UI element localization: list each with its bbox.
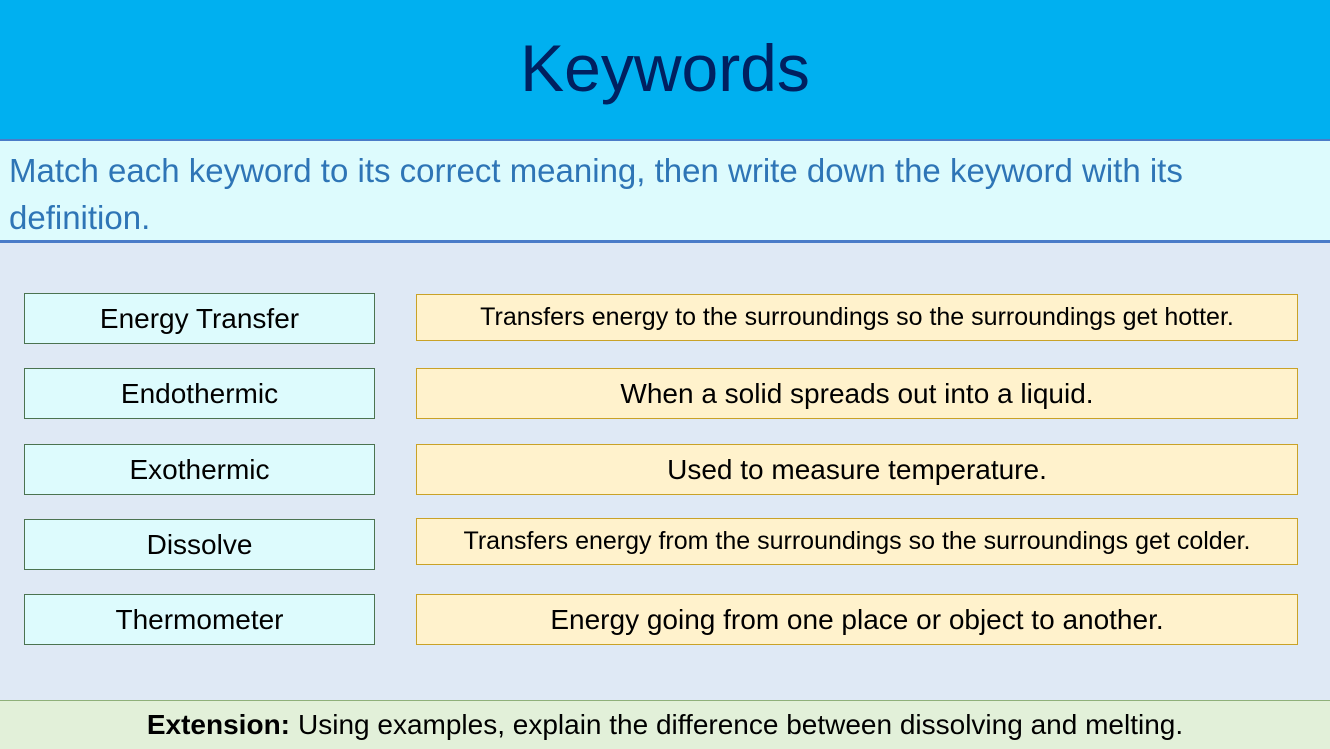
definition-card-3[interactable] bbox=[416, 444, 1298, 495]
definition-text: Energy going from one place or object to another. bbox=[550, 603, 1164, 635]
definition-card-1[interactable] bbox=[416, 294, 1298, 341]
instructions-text: Match each keyword to its correct meaning, then write down the keyword with its definition. bbox=[9, 152, 1183, 236]
definition-text: Used to measure temperature. bbox=[667, 453, 1047, 485]
keyword-card-exothermic[interactable] bbox=[24, 444, 375, 495]
extension-text: Using examples, explain the difference between dissolving and melting. bbox=[298, 709, 1184, 740]
keyword-card-energy-transfer[interactable] bbox=[24, 293, 375, 344]
keyword-label: Energy Transfer bbox=[99, 302, 300, 334]
keyword-label: Thermometer bbox=[115, 603, 284, 635]
title-banner bbox=[0, 0, 1330, 139]
keyword-card-thermometer[interactable] bbox=[24, 594, 375, 645]
keyword-card-dissolve[interactable] bbox=[24, 519, 375, 570]
definition-text: Transfers energy to the surroundings so the surroundings get hotter. bbox=[480, 303, 1234, 331]
keyword-label: Exothermic bbox=[129, 453, 270, 485]
page-title: Keywords bbox=[520, 30, 810, 105]
keyword-card-endothermic[interactable] bbox=[24, 368, 375, 419]
instructions-panel bbox=[0, 139, 1330, 243]
extension-label: Extension: bbox=[146, 709, 290, 740]
definition-card-2[interactable] bbox=[416, 368, 1298, 419]
definition-text: Transfers energy from the surroundings so the surroundings get colder. bbox=[463, 527, 1251, 555]
definition-text: When a solid spreads out into a liquid. bbox=[620, 377, 1094, 409]
definition-card-4[interactable] bbox=[416, 518, 1298, 565]
keyword-label: Endothermic bbox=[120, 377, 279, 409]
keyword-label: Dissolve bbox=[146, 528, 253, 560]
definition-card-5[interactable] bbox=[416, 594, 1298, 645]
extension-bar bbox=[0, 700, 1330, 749]
